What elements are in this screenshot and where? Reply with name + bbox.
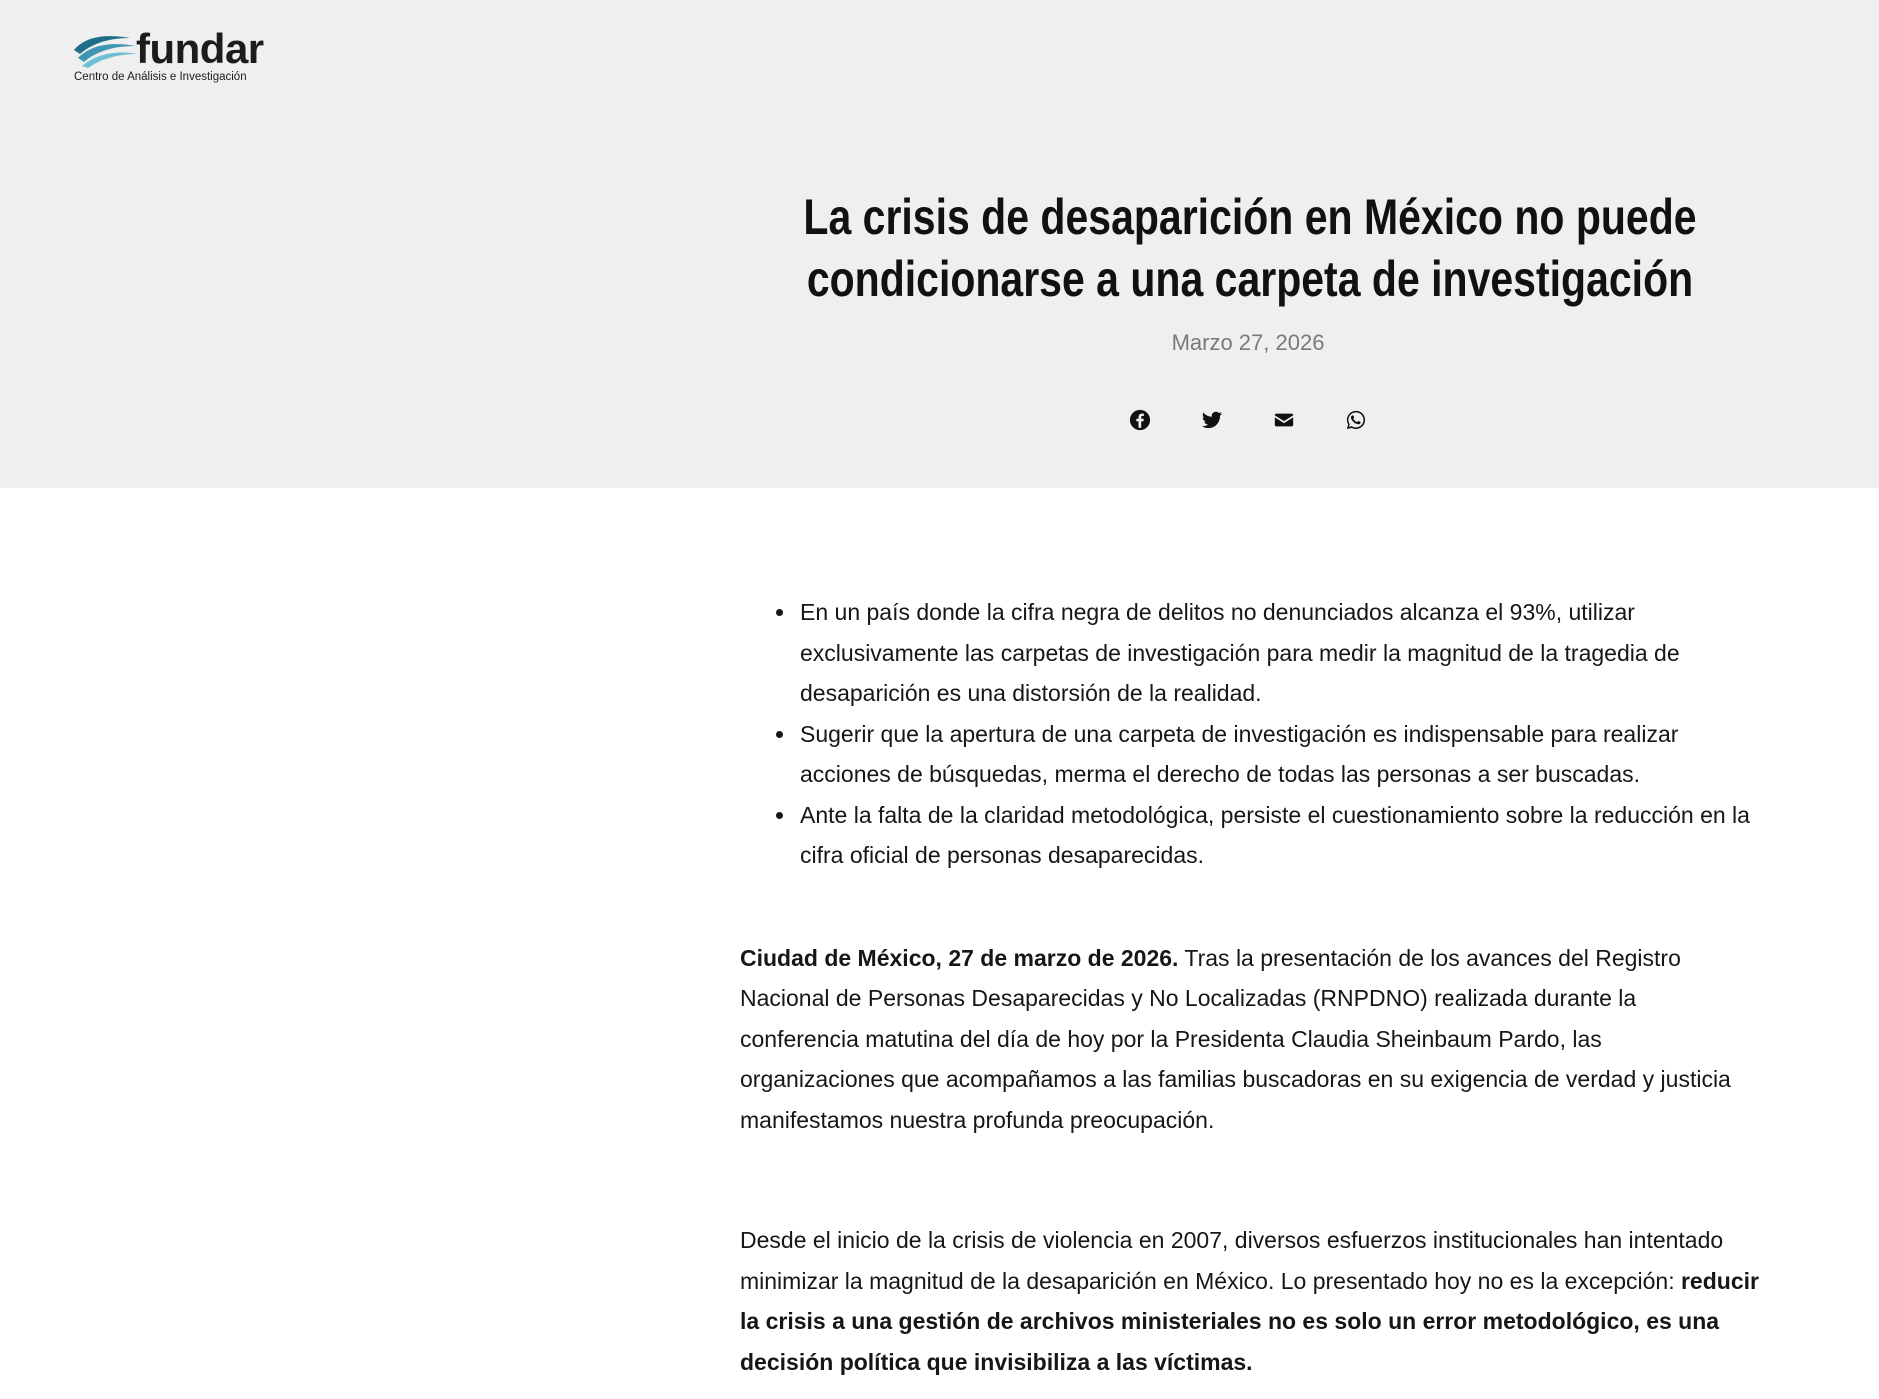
list-item: Ante la falta de la claridad metodológica, persiste el cuestionamiento sobre la reducción en la cifra oficial de personas desaparecidas. <box>800 795 1760 876</box>
page-title <box>799 186 1701 310</box>
share-bar <box>1120 400 1360 440</box>
share-facebook-button[interactable] <box>1120 400 1160 440</box>
envelope-icon <box>1273 409 1295 431</box>
whatsapp-icon <box>1345 409 1367 431</box>
list-item: Sugerir que la apertura de una carpeta de investigación es indispensable para realizar acciones de búsquedas, merma el derecho de todas las personas a ser buscadas. <box>800 714 1760 795</box>
list-item: En un país donde la cifra negra de delitos no denunciados alcanza el 93%, utilizar exclusivamente las carpetas de investigación para medir la magnitud de la tragedia de desaparición es una distorsión de la realidad. <box>800 592 1760 714</box>
fundar-logo[interactable] <box>72 25 287 90</box>
article-paragraph <box>740 938 1760 1141</box>
share-email-button[interactable] <box>1264 400 1304 440</box>
publish-date: Marzo 27, 2026 <box>1171 330 1325 355</box>
dateline: Ciudad de México, 27 de marzo de 2026. <box>740 944 1179 971</box>
title-line-2: condicionarse a una carpeta de investigación <box>806 251 1694 307</box>
article-header <box>0 0 1879 488</box>
article-body <box>740 592 1760 1382</box>
share-whatsapp-button[interactable] <box>1336 400 1376 440</box>
paragraph-text: Desde el inicio de la crisis de violencia en 2007, diversos esfuerzos institucionales han intentado minimizar la magnitud de la desaparición en México. Lo presentado hoy no es la excepción: <box>740 1227 1724 1294</box>
title-line-1: La crisis de desaparición en México no puede <box>803 189 1697 245</box>
twitter-icon <box>1201 409 1223 431</box>
waves-logo-mark <box>72 32 138 68</box>
share-twitter-button[interactable] <box>1192 400 1232 440</box>
paragraph-emphasis: reducir la crisis a una gestión de archivos ministeriales no es solo un error metodológico, es una decisión política que invisibiliza a las víctimas. <box>740 1267 1759 1375</box>
paragraph-text: Tras la presentación de los avances del Registro Nacional de Personas Desaparecidas y No Localizadas (RNPDNO) realizada durante la conferencia matutina del día de hoy por la Presidenta Claudia Sheinbaum Pardo, las organizaciones que acompañamos a las familias buscadoras en su exigencia de verdad y justicia manifestamos nuestra profunda preocupación. <box>740 944 1731 1133</box>
logo-tagline: Centro de Análisis e Investigación <box>74 71 247 83</box>
article-paragraph <box>740 1220 1760 1382</box>
key-points-list <box>800 592 1760 876</box>
logo-wordmark: fundar <box>136 25 264 72</box>
facebook-icon <box>1129 409 1151 431</box>
